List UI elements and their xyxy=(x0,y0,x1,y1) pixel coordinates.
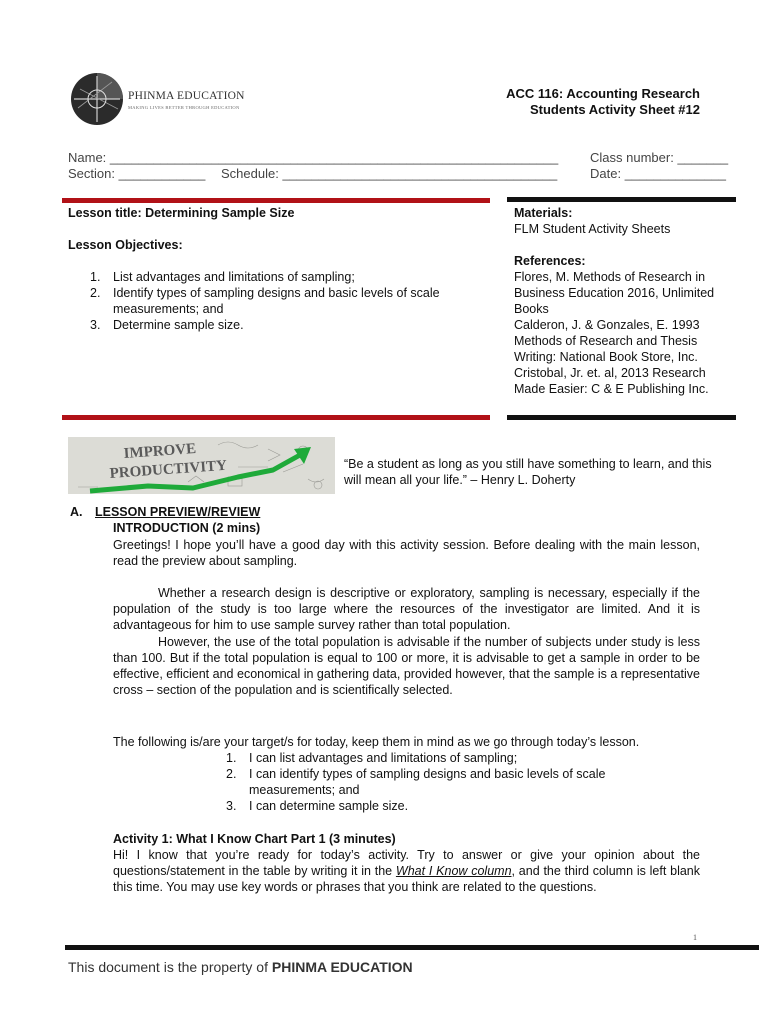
objective-item: 1. List advantages and limitations of sampling; xyxy=(90,270,355,284)
objective-item: 3. Determine sample size. xyxy=(90,318,244,332)
materials-text: FLM Student Activity Sheets xyxy=(514,222,671,236)
targets-intro: The following is/are your target/s for today, keep them in mind as we go through today’s lesson. xyxy=(113,735,640,749)
references-list xyxy=(514,269,736,397)
section-field[interactable] xyxy=(68,166,205,181)
divider-black-bottom xyxy=(507,415,736,420)
reference-item: Cristobal, Jr. et. al, 2013 Research Made Easier: C & E Publishing Inc. xyxy=(514,366,709,396)
intro-paragraph: Greetings! I hope you’ll have a good day with this activity session. Before dealing with the main lesson, read the preview about sampling. xyxy=(113,538,700,568)
reference-item: Flores, M. Methods of Research in Business Education 2016, Unlimited Books xyxy=(514,270,715,316)
brand-name: PHINMA EDUCATION xyxy=(128,90,245,102)
name-field[interactable] xyxy=(68,150,558,165)
footer-divider xyxy=(65,945,759,950)
section-line[interactable]: ____________ xyxy=(118,166,206,181)
schedule-line[interactable]: ______________________________________ xyxy=(282,166,558,181)
logo-emblem-icon xyxy=(70,72,124,126)
improve-productivity-banner xyxy=(68,437,335,494)
class-number-field[interactable] xyxy=(590,150,728,165)
introduction-heading: INTRODUCTION (2 mins) xyxy=(113,521,261,535)
date-line[interactable]: ______________ xyxy=(624,166,726,181)
quote-text: “Be a student as long as you still have something to learn, and this will mean all your life.” – Henry L. Doherty xyxy=(344,457,712,487)
class-number-line[interactable]: _______ xyxy=(677,150,729,165)
brand-tagline: MAKING LIVES BETTER THROUGH EDUCATION xyxy=(128,105,240,110)
schedule-label: Schedule: xyxy=(221,166,279,181)
name-line[interactable]: ______________________________________________________________ xyxy=(109,150,559,165)
objective-item: 2. Identify types of sampling designs and basic levels of scale measurements; and xyxy=(90,286,440,316)
sampling-paragraph-1: Whether a research design is descriptive or exploratory, sampling is necessary, especially if the population of the study is too large where the resources of the investigator are limited. And it is advantageous for him to use sample survey rather than total population. xyxy=(113,586,700,632)
section-label: Section: xyxy=(68,166,115,181)
section-heading: LESSON PREVIEW/REVIEW xyxy=(95,505,261,519)
footer-ownership-text: This document is the property of PHINMA EDUCATION xyxy=(68,959,413,975)
divider-red-bottom xyxy=(62,415,490,420)
sheet-title: Students Activity Sheet #12 xyxy=(529,102,700,117)
section-letter: A. xyxy=(70,505,83,519)
date-label: Date: xyxy=(590,166,622,181)
divider-red-top xyxy=(62,198,490,203)
sampling-paragraph-2: However, the use of the total population is advisable if the number of subjects under study is less than 100. But if the total population is equal to 100 or more, it is advisable to get a sample in order to be effective, efficient and economical in gathering data, provided however, that the sample is a representative cross – section of the population and is scientifically selected. xyxy=(113,635,700,697)
schedule-field[interactable] xyxy=(221,166,557,181)
materials-heading: Materials: xyxy=(514,206,573,220)
lesson-title: Lesson title: Determining Sample Size xyxy=(68,206,295,220)
date-field[interactable] xyxy=(590,166,726,181)
chalkboard-arrow-icon xyxy=(68,437,335,494)
banner-word-productivity: PRODUCTIVITY xyxy=(109,457,228,482)
class-number-label: Class number: xyxy=(590,150,674,165)
divider-black-top xyxy=(507,197,736,202)
what-i-know-column-emphasis: What I Know column xyxy=(395,864,512,878)
name-label: Name: xyxy=(68,150,107,165)
targets-list xyxy=(226,750,666,814)
objectives-list xyxy=(90,269,485,333)
page-number: 1 xyxy=(693,933,697,942)
course-title: ACC 116: Accounting Research xyxy=(506,86,700,101)
activity-heading: Activity 1: What I Know Chart Part 1 (3 minutes) xyxy=(113,832,396,846)
target-item: 1. I can list advantages and limitations of sampling; xyxy=(226,751,518,765)
references-heading: References: xyxy=(514,254,586,268)
activity-instructions: Hi! I know that you’re ready for today’s activity. Try to answer or give your opinion about the questions/statement in the table by writing it in the What I Know column, and the third column is left blank this time. You may use key words or phrases that you think are related to the questions. xyxy=(113,848,700,894)
footer-brand: PHINMA EDUCATION xyxy=(271,959,413,975)
objectives-heading: Lesson Objectives: xyxy=(68,238,183,252)
target-item: 3. I can determine sample size. xyxy=(226,799,409,813)
phinma-logo xyxy=(70,72,245,128)
reference-item: Calderon, J. & Gonzales, E. 1993 Methods of Research and Thesis Writing: National Book Store, Inc. xyxy=(514,318,700,364)
target-item: 2. I can identify types of sampling designs and basic levels of scale measurements; and xyxy=(226,767,606,797)
banner-word-improve: IMPROVE xyxy=(123,440,197,462)
